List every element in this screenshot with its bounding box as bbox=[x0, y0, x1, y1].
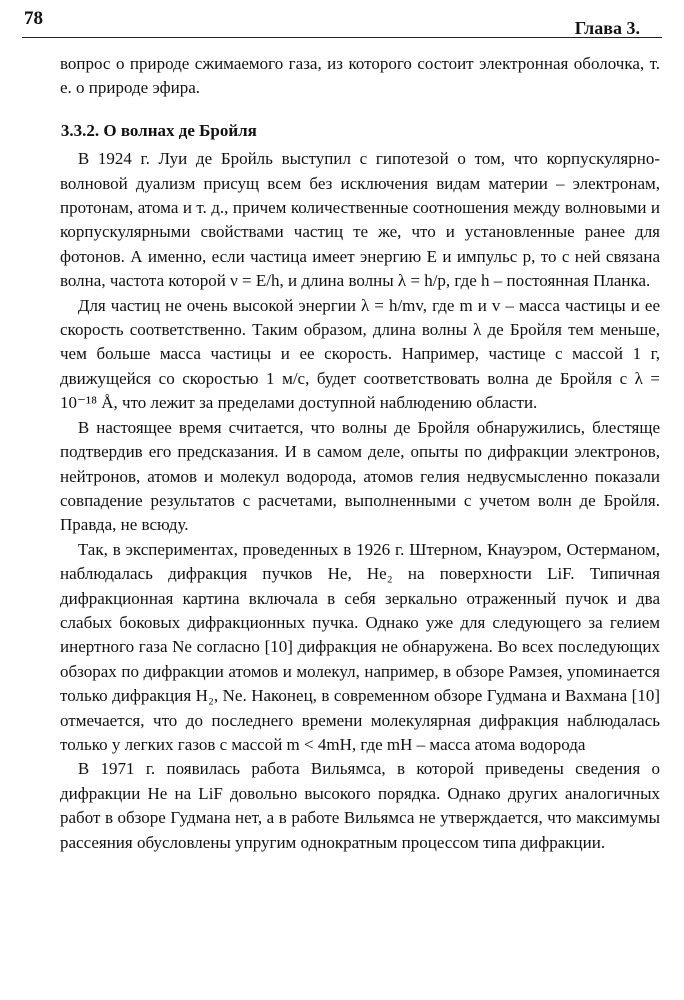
paragraph-continued: вопрос о природе сжимаемого газа, из которого состоит электронная оболочка, т. е. о природе эфира. bbox=[60, 54, 660, 98]
chapter-title: Глава 3. bbox=[574, 18, 640, 38]
page-body bbox=[60, 52, 660, 855]
paragraph: В настоящее время считается, что волны де Бройля обнаружились, блестяще подтвердив его предсказания. И в самом деле, опыты по дифракции электронов, нейтронов, атомов и молекул водорода, атомов гелия недвусмысленно показали совпадение результатов с расчетами, выполненными с учетом волн де Бройля. Правда, не всюду. bbox=[60, 417, 660, 535]
paragraph: В 1971 г. появилась работа Вильямса, в которой приведены сведения о дифракции He на LiF довольно высокого порядка. Однако других аналогичных работ в обзоре Гудмана нет, а в работе Вильямса не утверждается, что максимумы рассеяния обусловлены упругим однократным процессом типа дифракции. bbox=[60, 759, 660, 852]
page-header bbox=[22, 6, 662, 36]
section-heading: 3.3.2. О волнах де Бройля bbox=[60, 120, 257, 140]
page-number: 78 bbox=[24, 8, 43, 29]
paragraph: Так, в экспериментах, проведенных в 1926 г. Штерном, Кнауэром, Остерманом, наблюдалась дифракция пучков He, He₂ на поверхности LiF. Типичная дифракционная картина включала в себя зеркально отраженный пучок и два слабых боковых дифракционных пучка. Однако уже для следующего за гелием инертного газа Ne согласно [10] дифракция не обнаружена. Во всех последующих обзорах по дифракции атомов и молекул, например, в обзоре Рамзея, упоминается только дифракция H₂, Ne. Наконец, в современном обзоре Гудмана и Вахмана [10] отмечается, что до последнего времени молекулярная дифракция наблюдалась только у легких газов с массой m < 4mH, где mH – масса атома водорода bbox=[60, 539, 660, 754]
header-rule bbox=[22, 37, 662, 38]
paragraph: В 1924 г. Луи де Бройль выступил с гипотезой о том, что корпускулярно-волновой дуализм присущ всем без исключения видам материи – электронам, протонам, атома и т. д., причем количественные соотношения между волновыми и корпускулярными свойствами частиц те же, что и установленные ранее для фотонов. А именно, если частица имеет энергию E и импульс p, то с ней связана волна, частота которой ν = E/h, и длина волны λ = h/p, где h – постоянная Планка. bbox=[60, 149, 660, 291]
paragraph: Для частиц не очень высокой энергии λ = h/mv, где m и v – масса частицы и ее скорость соответственно. Таким образом, длина волны λ де Бройля тем меньше, чем больше масса частицы и ее скорость. Например, частице с массой 1 г, движущейся со скоростью 1 м/с, будет соответствовать волна де Бройля с λ = 10⁻¹⁸ Å, что лежит за пределами доступной наблюдению области. bbox=[60, 295, 660, 413]
